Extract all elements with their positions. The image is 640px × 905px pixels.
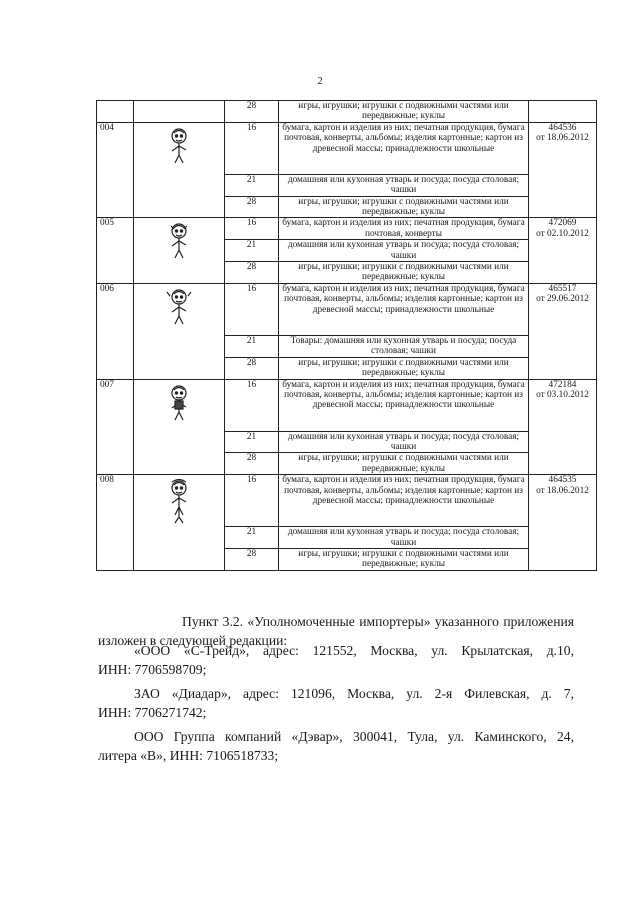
goods-description-cell: домашняя или кухонная утварь и посуда; посуда столовая; чашки [279,527,529,549]
registration-number: 472069 [548,218,577,229]
cartoon-character-icon [166,518,192,528]
goods-description-cell: игры, игрушки; игрушки с подвижными частями или передвижные; куклы [279,262,529,284]
class-number-cell: 21 [225,527,279,549]
goods-description-cell: игры, игрушки; игрушки с подвижными частями или передвижные; куклы [279,453,529,475]
class-number-cell: 28 [225,453,279,475]
importer-entry-3 [98,727,574,765]
table-row [97,101,597,123]
trademark-id-cell: 006 [97,283,134,379]
trademark-id-cell: 005 [97,218,134,283]
registration-date: от 29.06.2012 [536,294,589,305]
trademark-image-cell [134,283,225,379]
goods-description-cell: бумага, картон и изделия из них; печатная продукция, бумага почтовая, конверты, альбомы; изделия картонные; картон из древесной массы; принадлежности школьные [279,475,529,527]
registration-cell [529,283,597,379]
registration-cell [529,379,597,475]
id-cell [97,101,134,123]
class-number-cell: 21 [225,431,279,453]
trademark-image-cell [134,379,225,475]
trademark-image-cell [134,218,225,283]
goods-description-cell: бумага, картон и изделия из них; печатная продукция, бумага почтовая, конверты, альбомы; изделия картонные; картон из древесной массы; принадлежности школьные [279,283,529,335]
importer-entry-line: ИНН: 7706271742; [98,705,207,720]
registration-cell [529,218,597,283]
registration-cell [529,101,597,123]
class-number-cell: 28 [225,262,279,284]
importer-entry-line: «ООО «С-Трейд», адрес: 121552, Москва, ул. Крылатская, д.10, [134,643,574,658]
importer-entry-2 [98,684,574,722]
goods-description-cell: домашняя или кухонная утварь и посуда; посуда столовая; чашки [279,431,529,453]
class-number-cell: 28 [225,548,279,570]
importer-entry-line: ООО Группа компаний «Дэвар», 300041, Тула, ул. Каминского, 24, [134,729,574,744]
class-number-cell: 21 [225,335,279,357]
table-row [97,122,597,174]
registration-number: 472184 [548,379,577,390]
table-row [97,475,597,527]
goods-description-cell: игры, игрушки; игрушки с подвижными частями или передвижные; куклы [279,101,529,123]
registration-number: 465517 [548,283,577,294]
goods-description-cell: игры, игрушки; игрушки с подвижными частями или передвижные; куклы [279,548,529,570]
registration-date: от 18.06.2012 [536,485,589,496]
registration-date: от 18.06.2012 [536,133,589,144]
trademark-id-cell: 007 [97,379,134,475]
goods-description-cell: бумага, картон и изделия из них; печатная продукция, бумага почтовая, конверты [279,218,529,240]
trademark-registration-table [96,100,597,571]
goods-description-cell: Товары: домашняя или кухонная утварь и посуда; посуда столовая; чашки [279,335,529,357]
cartoon-character-icon [166,319,192,329]
goods-description-cell: домашняя или кухонная утварь и посуда; посуда столовая; чашки [279,174,529,196]
cartoon-character-icon [166,415,192,425]
goods-description-cell: домашняя или кухонная утварь и посуда; посуда столовая; чашки [279,240,529,262]
importer-entry-line: ИНН: 7706598709; [98,662,207,677]
class-number-cell: 16 [225,283,279,335]
cartoon-character-icon [166,158,192,168]
cartoon-character-icon [166,253,192,263]
registration-cell [529,475,597,571]
class-number-cell: 28 [225,196,279,218]
registration-number: 464536 [548,122,577,133]
trademark-id-cell: 004 [97,122,134,218]
goods-description-cell: игры, игрушки; игрушки с подвижными частями или передвижные; куклы [279,357,529,379]
trademark-image-cell [134,122,225,218]
class-number-cell: 16 [225,379,279,431]
page-number: 2 [317,75,323,87]
importer-entry-line: ЗАО «Диадар», адрес: 121096, Москва, ул. 2-я Филевская, д. 7, [134,686,574,701]
class-cell: 28 [225,101,279,123]
table-row [97,218,597,240]
class-number-cell: 16 [225,475,279,527]
class-number-cell: 16 [225,122,279,174]
registration-number: 464535 [548,475,577,486]
goods-description-cell: игры, игрушки; игрушки с подвижными частями или передвижные; куклы [279,196,529,218]
registration-cell [529,122,597,218]
table-row [97,379,597,431]
trademark-image-cell [134,475,225,571]
class-number-cell: 16 [225,218,279,240]
importer-entry-line: литера «В», ИНН: 7106518733; [98,748,279,763]
trademark-id-cell: 008 [97,475,134,571]
registration-date: от 03.10.2012 [536,389,589,400]
importer-entry-1 [98,641,574,679]
image-cell [134,101,225,123]
table-row [97,283,597,335]
class-number-cell: 28 [225,357,279,379]
amendment-paragraph: Пункт 3.2. «Уполномоченные импортеры» указанного приложения изложен в следующей редакции: [98,614,574,648]
class-number-cell: 21 [225,240,279,262]
goods-description-cell: бумага, картон и изделия из них; печатная продукция, бумага почтовая, конверты, альбомы; изделия картонные; картон из древесной массы; принадлежности школьные [279,122,529,174]
registration-date: от 02.10.2012 [536,228,589,239]
goods-description-cell: бумага, картон и изделия из них; печатная продукция, бумага почтовая, конверты, альбомы; изделия картонные; картон из древесной массы; принадлежности школьные [279,379,529,431]
class-number-cell: 21 [225,174,279,196]
